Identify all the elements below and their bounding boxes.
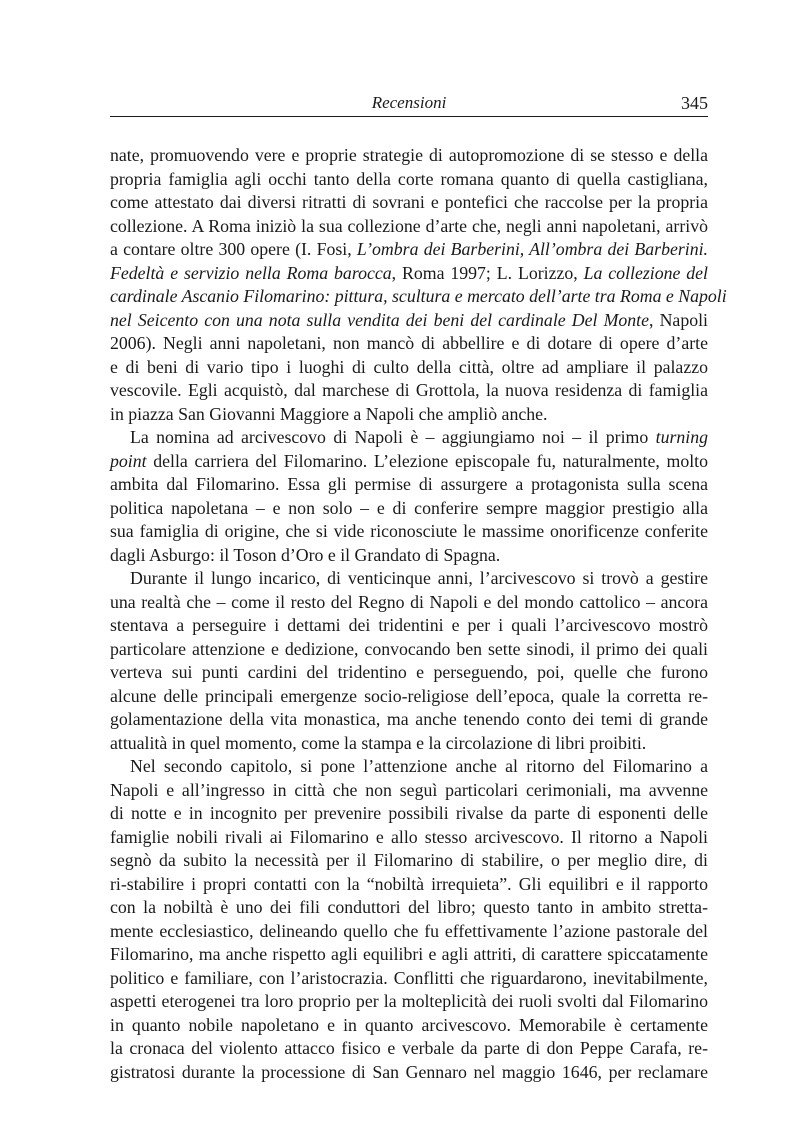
text-run: come attestato dai diversi ritratti di sovrani e pontefici che raccolse per la propria	[110, 192, 708, 212]
text-line	[110, 497, 708, 521]
text-run: la cronaca del violento attacco fisico e verbale da parte di don Peppe Carafa, re-	[110, 1038, 708, 1058]
text-run: mente ecclesiastico, delineando quello che fu effettivamente l’azione pastorale del	[110, 920, 708, 941]
paragraph	[110, 144, 727, 426]
text-run: politico e familiare, con l’aristocrazia. Conflitti che riguardarono, inevitabilmente,	[110, 967, 708, 988]
paragraph	[110, 567, 708, 755]
text-line	[110, 191, 708, 215]
text-line	[110, 450, 708, 474]
text-line	[110, 356, 708, 380]
text-line	[110, 849, 708, 873]
text-run: con la nobiltà è uno dei fili conduttori del libro; questo tanto in ambito stretta-	[110, 897, 708, 917]
text-run: segnò da subito la necessità per il Filomarino di stabilire, o per meglio dire, di	[110, 850, 708, 870]
text-line	[110, 638, 708, 662]
italic-text: La collezione del	[583, 262, 708, 283]
italic-text: cardinale Ascanio Filomarino: pittura, scultura e mercato dell’arte tra Roma e Napoli	[110, 286, 727, 306]
text-run: Nel secondo capitolo, si pone l’attenzione anche al ritorno del Filomarino a	[130, 756, 708, 776]
text-run: alcune delle principali emergenze socio-religiose dell’epoca, quale la corretta re-	[110, 685, 708, 706]
text-line	[110, 544, 708, 568]
text-run: famiglie nobili rivali ai Filomarino e allo stesso arcivescovo. Il ritorno a Napoli	[110, 826, 708, 847]
text-line	[110, 896, 708, 920]
text-run: propria famiglia agli occhi tanto della corte romana quanto di quella castigliana,	[110, 168, 708, 189]
text-run: particolare attenzione e dedizione, convocando ben sette sinodi, il primo dei quali	[110, 638, 708, 659]
text-line	[110, 1014, 708, 1038]
italic-text: point	[110, 450, 147, 471]
text-line	[110, 708, 708, 732]
paragraph	[110, 426, 708, 567]
text-run: , Roma 1997; L. Lorizzo,	[391, 262, 584, 283]
italic-text: turning	[655, 427, 708, 447]
text-line	[110, 285, 727, 309]
italic-text: L’ombra dei Barberini, All’ombra dei Barberini.	[356, 239, 708, 259]
text-line	[110, 473, 708, 497]
text-run: una realtà che – come il resto del Regno di Napoli e del mondo cattolico – ancora	[110, 591, 708, 612]
text-run: ambita dal Filomarino. Essa gli permise di assurgere a protagonista sulla scena	[110, 474, 708, 494]
text-run: della carriera del Filomarino. L’elezione episcopale fu, naturalmente, molto	[146, 450, 708, 471]
text-run: golamentazione della vita monastica, ma anche tenendo conto dei temi di grande	[110, 709, 708, 729]
text-line	[110, 567, 708, 591]
text-line	[110, 873, 708, 897]
text-line	[110, 826, 708, 850]
text-run: La nomina ad arcivescovo di Napoli è – aggiungiamo noi – il primo	[130, 427, 656, 447]
text-line	[110, 215, 708, 239]
text-run: stentava a perseguire i dettami dei tridentini e per i quali l’arcivescovo mostrò	[110, 615, 708, 635]
paragraph	[110, 755, 708, 1084]
header-title: Recensioni	[371, 93, 447, 112]
text-run: Napoli e all’ingresso in città che non seguì particolari cerimoniali, ma avvenne	[110, 779, 708, 800]
text-line	[110, 967, 708, 991]
text-run: Filomarino, ma anche rispetto agli equilibri e agli attriti, di carattere spiccatamente	[110, 944, 708, 964]
text-run: 2006). Negli anni napoletani, non mancò di abbellire e di dotare di opere d’arte	[110, 333, 708, 353]
text-line	[110, 779, 708, 803]
text-line	[110, 238, 708, 262]
text-run: sua famiglia di origine, che si vide riconosciute le massime onorificenze conferite	[110, 521, 708, 541]
text-line	[110, 262, 708, 286]
text-run: ri-stabilire i propri contatti con la “nobiltà irrequieta”. Gli equilibri e il rapporto	[110, 873, 708, 894]
text-line	[110, 732, 708, 756]
text-run: in quanto nobile napoletano e in quanto arcivescovo. Memorabile è certamente	[110, 1014, 708, 1035]
text-line	[110, 920, 708, 944]
text-run: vescovile. Egli acquistò, dal marchese di Grottola, la nuova residenza di famiglia	[110, 380, 708, 400]
text-line	[110, 1037, 708, 1061]
text-line	[110, 943, 708, 967]
text-line	[110, 332, 708, 356]
page-number: 345	[681, 93, 708, 113]
text-run: collezione. A Roma iniziò la sua collezione d’arte che, negli anni napoletani, arrivò	[110, 215, 708, 236]
italic-text: Fedeltà e servizio nella Roma barocca	[110, 262, 392, 283]
text-line	[110, 144, 708, 168]
text-run: a contare oltre 300 opere (I. Fosi,	[110, 239, 357, 259]
header-rule	[110, 116, 708, 117]
text-line	[110, 661, 708, 685]
text-line	[110, 990, 708, 1014]
text-line	[110, 614, 708, 638]
text-run: attualità in quel momento, come la stampa e la circolazione di libri proibiti.	[110, 732, 647, 753]
text-line	[110, 591, 708, 615]
text-run: e di beni di vario tipo i luoghi di culto della città, oltre ad ampliare il palazzo	[110, 356, 708, 377]
text-line	[110, 802, 708, 826]
text-run: gistratosi durante la processione di San Gennaro nel maggio 1646, per reclamare	[110, 1061, 708, 1082]
text-line	[110, 426, 708, 450]
text-run: Durante il lungo incarico, di venticinque anni, l’arcivescovo si trovò a gestire	[130, 568, 708, 588]
text-line	[110, 755, 708, 779]
text-line	[110, 1061, 708, 1085]
running-header	[110, 92, 708, 118]
text-run: politica napoletana – e non solo – e di conferire sempre maggior prestigio alla	[110, 497, 708, 518]
text-run: di notte e in incognito per prevenire possibili rivalse da parte di esponenti delle	[110, 803, 708, 823]
text-line	[110, 168, 708, 192]
text-line	[110, 403, 708, 427]
text-run: nate, promuovendo vere e proprie strategie di autopromozione di se stesso e della	[110, 145, 708, 165]
text-line	[110, 685, 708, 709]
text-line	[110, 309, 708, 333]
text-line	[110, 520, 708, 544]
text-run: in piazza San Giovanni Maggiore a Napoli che ampliò anche.	[110, 403, 548, 424]
text-run: dagli Asburgo: il Toson d’Oro e il Grandato di Spagna.	[110, 544, 501, 565]
text-line	[110, 379, 708, 403]
body-text	[110, 144, 727, 1084]
text-run: aspetti eterogenei tra loro proprio per la molteplicità dei ruoli svolti dal Filomarino	[110, 991, 708, 1011]
text-run: verteva sui punti cardini del tridentino e perseguendo, poi, quelle che furono	[110, 662, 708, 682]
italic-text: nel Seicento con una nota sulla vendita dei beni del cardinale Del Monte	[110, 309, 650, 330]
text-run: , Napoli	[649, 309, 708, 330]
